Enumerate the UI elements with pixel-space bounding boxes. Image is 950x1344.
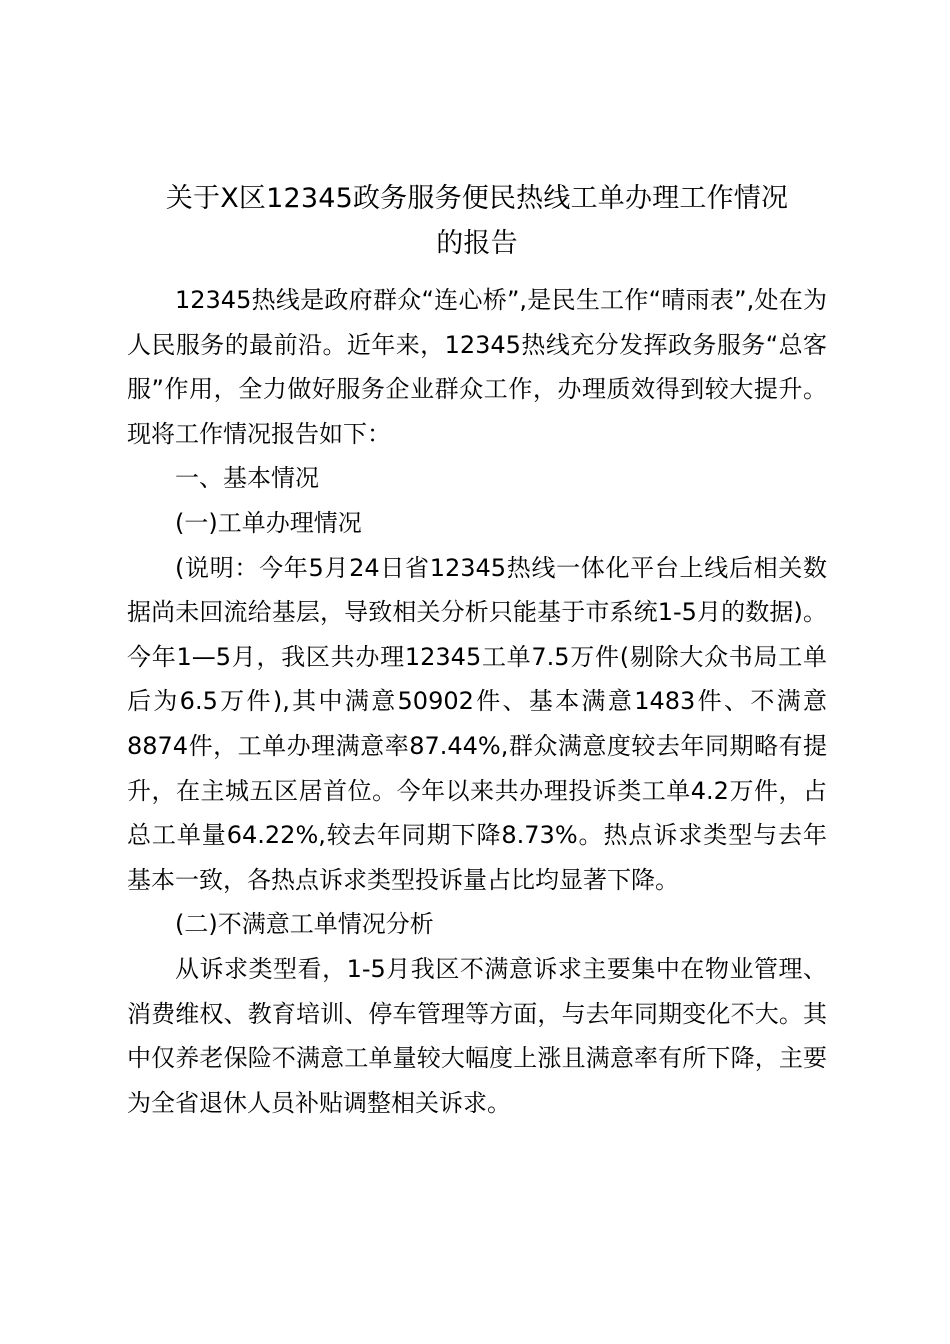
section-heading-basic: 一、基本情况 (175, 464, 319, 493)
subsection-heading-orders: (一)工单办理情况 (175, 508, 362, 537)
title-line-2: 的报告 (436, 228, 518, 259)
orders-paragraph: (说明：今年5月24日省12345热线一体化平台上线后相关数据尚未回流给基层，导致相关分析只能基于市系统1-5月的数据)。今年1—5月，我区共办理12345工单7.5万件(剔除大众书局工单后为6.5万件),其中满意50902件、基本满意1483件、不满意8874件，工单办理满意率87.44%,群众满意度较去年同期略有提升，在主城五区居首位。今年以来共办理投诉类工单4.2万件，占总工单量64.22%,较去年同期下降8.73%。热点诉求类型与去年基本一致，各热点诉求类型投诉量占比均显著下降。 (127, 553, 827, 894)
intro-paragraph: 12345热线是政府群众“连心桥”,是民生工作“晴雨表”,处在为人民服务的最前沿。近年来，12345热线充分发挥政务服务“总客服”作用，全力做好服务企业群众工作，办理质效得到较大提升。现将工作情况报告如下： (127, 286, 827, 448)
subsection-heading-unsatisfied: (二)不满意工单情况分析 (175, 910, 434, 939)
title-line-1: 关于X区12345政务服务便民热线工单办理工作情况 (165, 183, 789, 214)
document-title (127, 176, 827, 266)
document-body (127, 278, 827, 1125)
unsatisfied-paragraph: 从诉求类型看，1-5月我区不满意诉求主要集中在物业管理、消费维权、教育培训、停车管理等方面，与去年同期变化不大。其中仅养老保险不满意工单量较大幅度上涨且满意率有所下降，主要为全省退休人员补贴调整相关诉求。 (127, 954, 827, 1117)
